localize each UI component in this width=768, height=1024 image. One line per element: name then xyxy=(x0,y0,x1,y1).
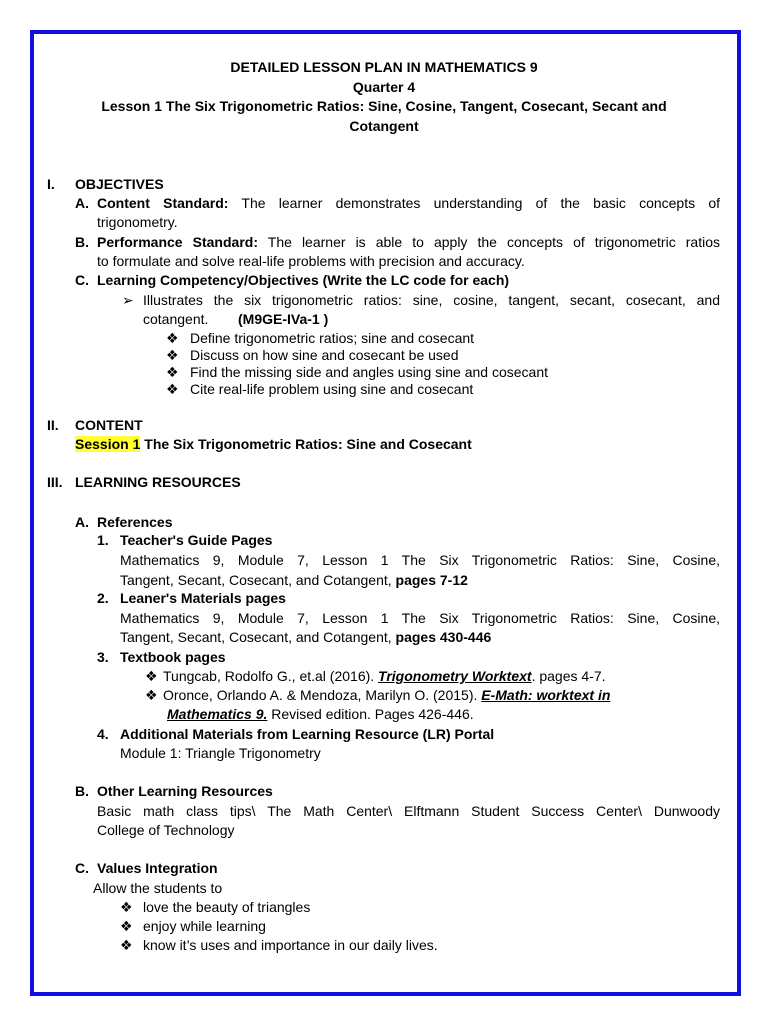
performance-standard-line2: to formulate and solve real-life problems with precision and accuracy. xyxy=(97,253,525,269)
session-title: The Six Trigonometric Ratios: Sine and Cosecant xyxy=(140,436,472,452)
diamond-bullet-icon: ❖ xyxy=(120,899,133,915)
diamond-bullet-icon: ❖ xyxy=(166,347,179,363)
other-resources-line1: Basic math class tips\ The Math Center\ Elftmann Student Success Center\ Dunwoody xyxy=(97,803,720,819)
section-heading-objectives: OBJECTIVES xyxy=(75,176,164,192)
diamond-bullet-icon: ❖ xyxy=(166,330,179,346)
list-item: ❖ enjoy while learning xyxy=(120,918,266,934)
diamond-bullet-icon: ❖ xyxy=(120,918,133,934)
learners-materials-line1: Mathematics 9, Module 7, Lesson 1 The Six Trigonometric Ratios: Sine, Cosine, xyxy=(120,610,720,626)
illustrates-line2: cotangent. xyxy=(143,311,209,327)
lesson-title-line2: Cotangent xyxy=(349,118,419,134)
list-item: ❖ Oronce, Orlando A. & Mendoza, Marilyn O. (2015). E-Math: worktext in xyxy=(145,687,611,703)
diamond-bullet-icon: ❖ xyxy=(166,381,179,397)
learning-competency-label: Learning Competency/Objectives (Write the LC code for each) xyxy=(97,272,510,288)
teachers-guide-line2: Tangent, Secant, Cosecant, and Cotangent, pages 7-12 xyxy=(120,572,468,588)
other-resources-label: Other Learning Resources xyxy=(97,783,273,799)
teachers-guide-label: Teacher's Guide Pages xyxy=(120,532,273,548)
list-item: ❖ Find the missing side and angles using sine and cosecant xyxy=(166,364,548,380)
item-number: 1. xyxy=(97,532,109,548)
textbook-line2: Mathematics 9. Revised edition. Pages 426-446. xyxy=(167,706,474,722)
list-item: ❖ Discuss on how sine and cosecant be used xyxy=(166,347,459,363)
item-letter: A. xyxy=(75,195,89,211)
values-integration-label: Values Integration xyxy=(97,860,218,876)
performance-standard-text: The learner is able to apply the concepts of trigonometric ratios xyxy=(257,234,720,250)
diamond-bullet-icon: ❖ xyxy=(120,937,133,953)
list-item: ❖ know it’s uses and importance in our daily lives. xyxy=(120,937,438,953)
item-letter: C. xyxy=(75,860,89,876)
values-intro: Allow the students to xyxy=(93,880,223,896)
arrow-bullet-icon: ➢ xyxy=(122,292,134,308)
item-letter: B. xyxy=(75,783,89,799)
list-item: ❖ love the beauty of triangles xyxy=(120,899,311,915)
item-number: 4. xyxy=(97,726,109,742)
lesson-title-line1: Lesson 1 The Six Trigonometric Ratios: Sine, Cosine, Tangent, Cosecant, Secant and xyxy=(101,98,667,114)
item-number: 2. xyxy=(97,590,109,606)
textbook-title: Trigonometry Worktext xyxy=(378,668,532,684)
quarter-label: Quarter 4 xyxy=(352,79,416,95)
content-standard-label: Content Standard: xyxy=(97,195,229,211)
list-item: ❖ Define trigonometric ratios; sine and cosecant xyxy=(166,330,475,346)
content-standard-line2: trigonometry. xyxy=(97,214,178,230)
list-item: ❖ Tungcab, Rodolfo G., et.al (2016). Trigonometry Worktext. pages 4-7. xyxy=(145,668,606,684)
session-label: Session 1 xyxy=(75,436,141,452)
learners-materials-pages: pages 430-446 xyxy=(395,629,492,645)
other-resources-line2: College of Technology xyxy=(97,822,235,838)
learners-materials-label: Leaner's Materials pages xyxy=(120,590,286,606)
performance-standard-line1 xyxy=(97,233,720,251)
section-heading-content: CONTENT xyxy=(75,417,143,433)
item-number: 3. xyxy=(97,649,109,665)
content-standard-line1 xyxy=(97,194,720,212)
item-letter: B. xyxy=(75,234,89,250)
session-line xyxy=(75,435,472,453)
diamond-bullet-icon: ❖ xyxy=(166,364,179,380)
item-letter: C. xyxy=(75,272,89,288)
teachers-guide-pages: pages 7-12 xyxy=(395,572,468,588)
teachers-guide-line1: Mathematics 9, Module 7, Lesson 1 The Six Trigonometric Ratios: Sine, Cosine, xyxy=(120,552,720,568)
learners-materials-line2: Tangent, Secant, Cosecant, and Cotangent, pages 430-446 xyxy=(120,629,492,645)
textbook-title: E-Math: worktext in xyxy=(481,687,611,703)
additional-materials-text: Module 1: Triangle Trigonometry xyxy=(120,745,321,761)
textbook-pages-label: Textbook pages xyxy=(120,649,226,665)
diamond-bullet-icon: ❖ xyxy=(145,687,158,703)
lc-code: (M9GE-IVa-1 ) xyxy=(238,311,329,327)
performance-standard-label: Performance Standard: xyxy=(97,234,258,250)
page-title: DETAILED LESSON PLAN IN MATHEMATICS 9 xyxy=(230,59,538,75)
item-letter: A. xyxy=(75,514,89,530)
section-heading-resources: LEARNING RESOURCES xyxy=(75,474,241,490)
section-number-resources: III. xyxy=(47,474,63,490)
additional-materials-label: Additional Materials from Learning Resource (LR) Portal xyxy=(120,726,495,742)
section-number-content: II. xyxy=(47,417,59,433)
section-number-objectives: I. xyxy=(47,176,55,192)
diamond-bullet-icon: ❖ xyxy=(145,668,158,684)
list-item: ❖ Cite real-life problem using sine and cosecant xyxy=(166,381,474,397)
content-standard-text: The learner demonstrates understanding of the basic concepts of xyxy=(228,195,721,211)
references-label: References xyxy=(97,514,173,530)
illustrates-line1: Illustrates the six trigonometric ratios: sine, cosine, tangent, secant, cosecant, and xyxy=(143,292,720,308)
